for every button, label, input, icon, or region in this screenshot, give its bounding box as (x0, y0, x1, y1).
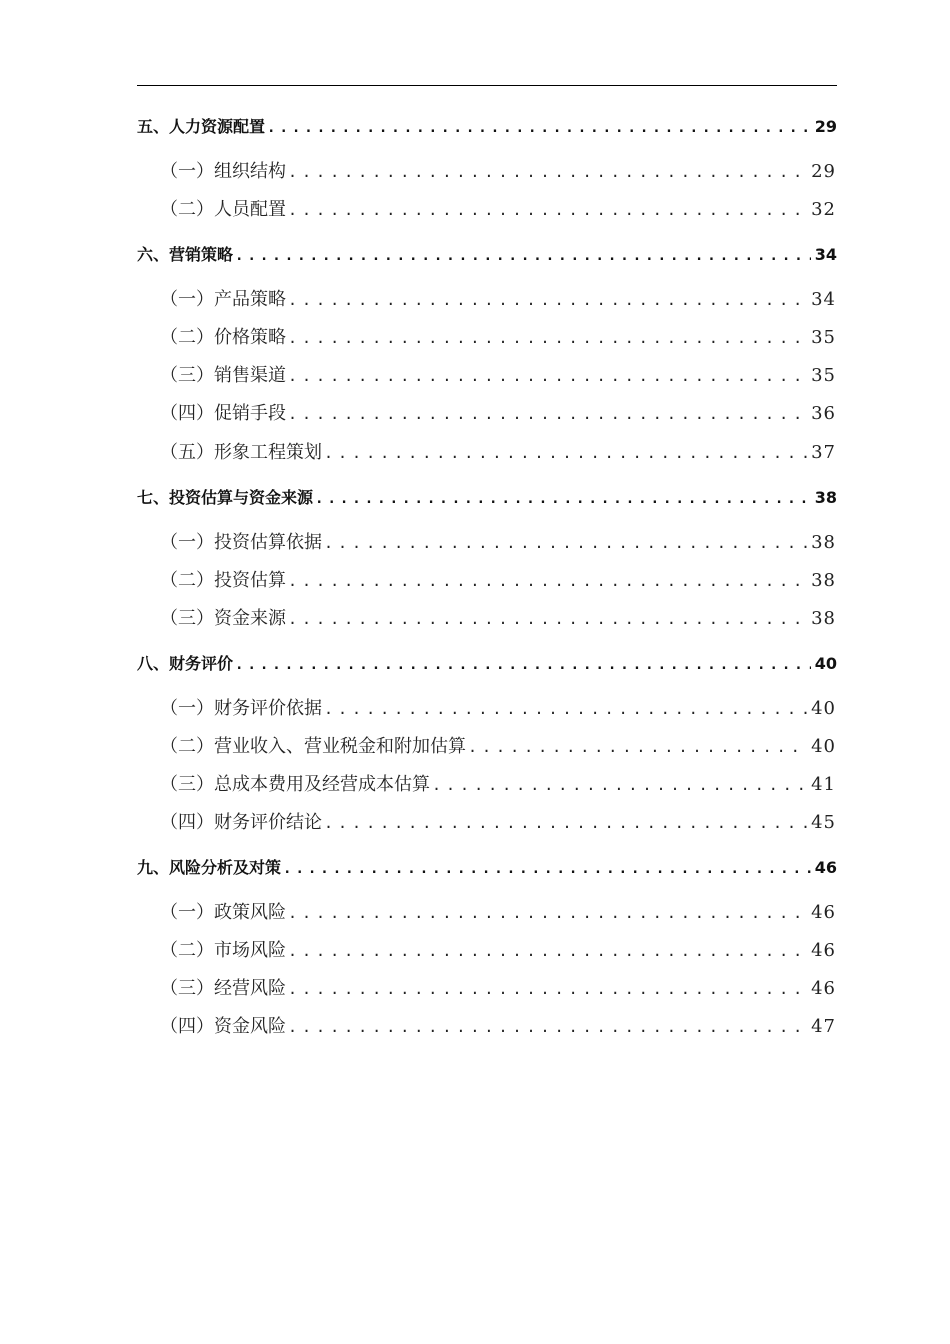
toc-page-number: 46 (811, 902, 836, 923)
toc-leader-dots (288, 201, 807, 219)
toc-subsection-entry[interactable] (160, 361, 836, 387)
toc-page-number: 29 (811, 161, 836, 182)
toc-section-entry[interactable] (137, 114, 837, 137)
toc-page-number: 41 (811, 774, 836, 795)
toc-subsection-entry[interactable] (160, 323, 836, 349)
toc-entry-title: 五、人力资源配置 (137, 117, 266, 136)
toc-section-entry[interactable] (137, 855, 837, 878)
toc-page-number: 36 (811, 403, 836, 424)
toc-subsection-entry[interactable] (160, 528, 836, 554)
toc-leader-dots (288, 980, 807, 998)
toc-page-number: 29 (814, 117, 837, 136)
toc-page-number: 46 (811, 940, 836, 961)
toc-entry-title: （一）财务评价依据 (160, 698, 322, 719)
toc-entry-title: 八、财务评价 (137, 654, 234, 673)
toc-subsection-entry[interactable] (160, 694, 836, 720)
toc-subsection-entry[interactable] (160, 157, 836, 183)
toc-entry-title: （三）销售渠道 (160, 365, 286, 386)
toc-leader-dots (288, 405, 807, 423)
toc-subsection-entry[interactable] (160, 438, 836, 464)
toc-subsection-entry[interactable] (160, 285, 836, 311)
toc-section-entry[interactable] (137, 485, 837, 508)
toc-subsection-entry[interactable] (160, 566, 836, 592)
toc-leader-dots (235, 657, 811, 673)
toc-page-number: 38 (811, 608, 836, 629)
toc-page-number: 40 (811, 698, 836, 719)
toc-leader-dots (324, 534, 807, 552)
toc-entry-title: （二）营业收入、营业税金和附加估算 (160, 736, 466, 757)
toc-leader-dots (288, 367, 807, 385)
toc-page-number: 35 (811, 327, 836, 348)
toc-entry-title: （四）财务评价结论 (160, 812, 322, 833)
toc-entry-title: （三）经营风险 (160, 978, 286, 999)
toc-subsection-entry[interactable] (160, 732, 836, 758)
toc-leader-dots (288, 291, 807, 309)
toc-page-number: 40 (811, 736, 836, 757)
toc-section-entry[interactable] (137, 242, 837, 265)
toc-entry-title: （一）政策风险 (160, 902, 286, 923)
toc-page-number: 37 (811, 442, 836, 463)
toc-subsection-entry[interactable] (160, 195, 836, 221)
toc-leader-dots (288, 329, 807, 347)
toc-page-number: 40 (814, 654, 837, 673)
toc-entry-title: （四）促销手段 (160, 403, 286, 424)
toc-leader-dots (288, 942, 807, 960)
toc-entry-title: （四）资金风险 (160, 1016, 286, 1037)
toc-leader-dots (288, 610, 807, 628)
toc-subsection-entry[interactable] (160, 936, 836, 962)
toc-subsection-entry[interactable] (160, 974, 836, 1000)
toc-leader-dots (432, 776, 807, 794)
toc-leader-dots (324, 700, 807, 718)
toc-entry-title: （三）资金来源 (160, 608, 286, 629)
toc-entry-title: （二）投资估算 (160, 570, 286, 591)
toc-page-number: 38 (811, 570, 836, 591)
toc-leader-dots (288, 163, 807, 181)
toc-leader-dots (288, 1018, 807, 1036)
toc-entry-title: （二）人员配置 (160, 199, 286, 220)
toc-page-number: 35 (811, 365, 836, 386)
toc-leader-dots (283, 861, 811, 877)
toc-subsection-entry[interactable] (160, 1012, 836, 1038)
toc-entry-title: 七、投资估算与资金来源 (137, 488, 314, 507)
toc-subsection-entry[interactable] (160, 770, 836, 796)
toc-leader-dots (468, 738, 807, 756)
toc-leader-dots (288, 572, 807, 590)
toc-page-number: 47 (811, 1016, 836, 1037)
toc-page-number: 46 (814, 858, 837, 877)
toc-entry-title: 六、营销策略 (137, 245, 234, 264)
toc-leader-dots (315, 491, 811, 507)
toc-leader-dots (324, 444, 807, 462)
toc-entry-title: （三）总成本费用及经营成本估算 (160, 774, 430, 795)
toc-subsection-entry[interactable] (160, 399, 836, 425)
toc-page-number: 34 (814, 245, 837, 264)
toc-leader-dots (267, 120, 811, 136)
toc-leader-dots (288, 904, 807, 922)
toc-section-entry[interactable] (137, 651, 837, 674)
toc-entry-title: （一）产品策略 (160, 289, 286, 310)
toc-page-number: 38 (811, 532, 836, 553)
toc-subsection-entry[interactable] (160, 808, 836, 834)
toc-entry-title: （二）市场风险 (160, 940, 286, 961)
toc-entry-title: （二）价格策略 (160, 327, 286, 348)
toc-page-number: 46 (811, 978, 836, 999)
toc-entry-title: （一）组织结构 (160, 161, 286, 182)
toc-page-number: 32 (811, 199, 836, 220)
toc-leader-dots (235, 248, 811, 264)
toc-leader-dots (324, 814, 807, 832)
toc-entry-title: （五）形象工程策划 (160, 442, 322, 463)
toc-subsection-entry[interactable] (160, 898, 836, 924)
toc-page-number: 45 (811, 812, 836, 833)
toc-entry-title: 九、风险分析及对策 (137, 858, 282, 877)
toc-subsection-entry[interactable] (160, 604, 836, 630)
toc-page-number: 34 (811, 289, 836, 310)
toc-entry-title: （一）投资估算依据 (160, 532, 322, 553)
toc-page-number: 38 (814, 488, 837, 507)
